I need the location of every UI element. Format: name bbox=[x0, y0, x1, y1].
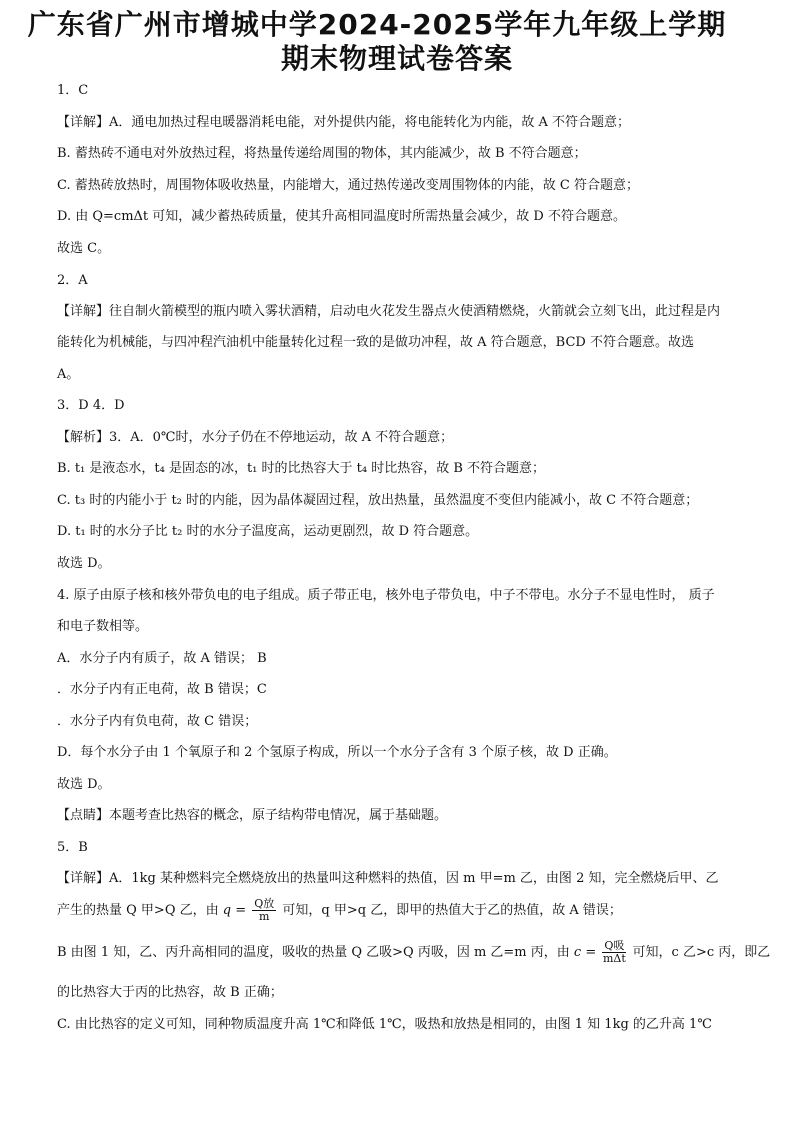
choice-3: 故选 D。 bbox=[57, 556, 111, 571]
explain-5-d: 的比热容大于丙的比热容，故 B 正确； bbox=[57, 985, 283, 1000]
fraction-denominator: mΔt bbox=[602, 952, 626, 965]
explain-1-c: C. 蓄热砖放热时，周围物体吸收热量，内能增大，通过热传递改变周围物体的内能，故 C 符合题意； bbox=[57, 178, 639, 193]
formula-lhs: c = bbox=[573, 945, 597, 960]
explain-4-c: A．水分子内有质子，故 A 错误； B bbox=[57, 651, 267, 666]
formula-lhs: q = bbox=[222, 903, 247, 918]
explain-4-e: ．水分子内有负电荷，故 C 错误； bbox=[57, 714, 258, 729]
text-seg: 可知，c 乙>c 丙，即乙 bbox=[632, 945, 771, 960]
fraction-numerator: Q放 bbox=[254, 897, 275, 910]
explain-5-c bbox=[57, 940, 770, 965]
explain-4-f: D．每个水分子由 1 个氧原子和 2 个氢原子构成，所以一个水分子含有 3 个原子核，故 D 正确。 bbox=[57, 745, 617, 760]
title-line-2: 期末物理试卷答案 bbox=[280, 42, 513, 75]
choice-1: 故选 C。 bbox=[57, 241, 111, 256]
analysis-3-b: B. t₁ 是液态水，t₄ 是固态的冰，t₁ 时的比热容大于 t₄ 时比热容，故 B 不符合题意； bbox=[57, 461, 546, 476]
explain-5-e: C. 由比热容的定义可知，同种物质温度升高 1℃和降低 1℃，吸热和放热是相同的，由图 1 知 1kg 的乙升高 1℃ bbox=[57, 1017, 712, 1032]
title-line-1: 广东省广州市增城中学2024-2025学年九年级上学期 bbox=[27, 8, 727, 41]
answer-3-4: 3．D 4．D bbox=[57, 398, 125, 413]
answer-5: 5．B bbox=[57, 840, 88, 855]
fraction-specific-heat bbox=[602, 940, 626, 965]
explain-1-a: 【详解】A．通电加热过程电暖器消耗电能，对外提供内能，将电能转化为内能，故 A 不符合题意； bbox=[57, 115, 631, 130]
answer-1: 1．C bbox=[57, 83, 89, 98]
fraction-numerator: Q吸 bbox=[604, 939, 625, 952]
explain-4-b: 和电子数相等。 bbox=[57, 619, 149, 634]
explain-1-d: D. 由 Q=cmΔt 可知，减少蓄热砖质量，使其升高相同温度时所需热量会减少，故 D 不符合题意。 bbox=[57, 209, 626, 224]
fraction-denominator: m bbox=[259, 910, 270, 923]
explain-2-b: 能转化为机械能，与四冲程汽油机中能量转化过程一致的是做功冲程，故 A 符合题意，BCD 不符合题意。故选 bbox=[57, 335, 694, 350]
fraction-heat-value bbox=[252, 898, 276, 923]
comment-4: 【点睛】本题考查比热容的概念，原子结构带电情况，属于基础题。 bbox=[57, 808, 448, 823]
explain-2-c: A。 bbox=[57, 367, 80, 382]
analysis-3-c: C. t₃ 时的内能小于 t₂ 时的内能，因为晶体凝固过程，放出热量，虽然温度不变但内能减小，故 C 不符合题意； bbox=[57, 493, 699, 508]
text-seg: B 由图 1 知，乙、丙升高相同的温度，吸收的热量 Q 乙吸>Q 丙吸，因 m 乙=m 丙，由 bbox=[57, 945, 570, 960]
explain-5-b bbox=[57, 898, 622, 923]
explain-1-b: B. 蓄热砖不通电对外放热过程，将热量传递给周围的物体，其内能减少，故 B 不符合题意； bbox=[57, 146, 587, 161]
text-seg: 可知，q 甲>q 乙，即甲的热值大于乙的热值，故 A 错误； bbox=[282, 903, 622, 918]
explain-2-a: 【详解】往自制火箭模型的瓶内喷入雾状酒精，启动电火花发生器点火使酒精燃烧，火箭就会立刻飞出，此过程是内 bbox=[57, 304, 721, 319]
explain-4-d: ．水分子内有正电荷，故 B 错误；C bbox=[57, 682, 267, 697]
explain-4-a: 4. 原子由原子核和核外带负电的电子组成。质子带正电，核外电子带负电，中子不带电。水分子不显电性时， 质子 bbox=[57, 588, 715, 603]
analysis-3-d: D. t₁ 时的水分子比 t₂ 时的水分子温度高，运动更剧烈，故 D 符合题意。 bbox=[57, 524, 479, 539]
analysis-3-a: 【解析】3．A．0℃时，水分子仍在不停地运动，故 A 不符合题意； bbox=[57, 430, 454, 445]
text-seg: 产生的热量 Q 甲>Q 乙，由 bbox=[57, 903, 219, 918]
explain-5-a: 【详解】A．1kg 某种燃料完全燃烧放出的热量叫这种燃料的热值，因 m 甲=m 乙，由图 2 知，完全燃烧后甲、乙 bbox=[57, 871, 719, 886]
choice-4: 故选 D。 bbox=[57, 777, 111, 792]
answer-2: 2．A bbox=[57, 273, 88, 288]
